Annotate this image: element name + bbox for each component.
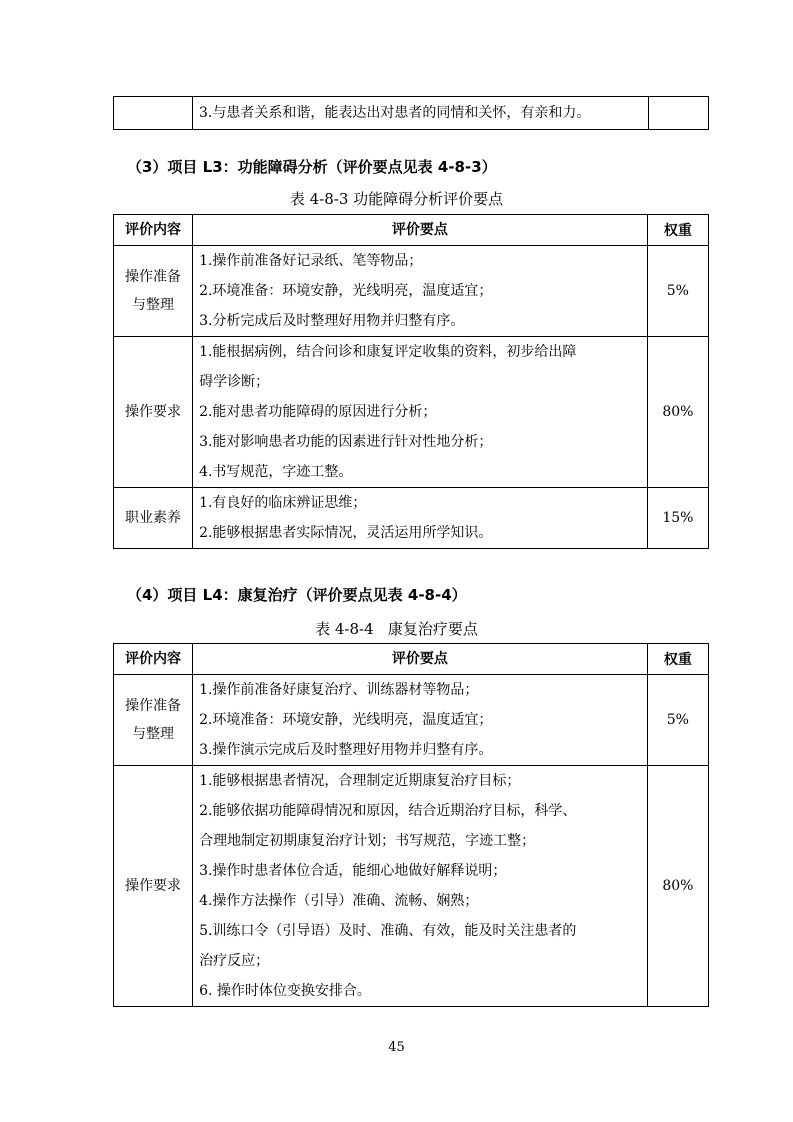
point-line: 3.分析完成后及时整理好用物并归整有序。 [199,313,465,329]
table-caption-4-8-4: 表 4-8-4 康复治疗要点 [315,620,478,638]
weight-cell: 80% [647,766,708,1007]
point-line: 3.操作时患者体位合适，能细心地做好解释说明； [199,863,507,879]
table-row [114,246,709,337]
point-line: 1.操作前准备好康复治疗、训练器材等物品； [199,682,479,698]
point-line: 治疗反应； [199,953,270,969]
weight-cell: 80% [647,337,708,488]
point-line: 2.能对患者功能障碍的原因进行分析； [199,404,437,420]
page-number: 45 [388,1040,405,1055]
points-cell [193,675,648,766]
category-line: 操作准备 [125,269,182,285]
points-cell [193,488,648,549]
table-4-8-3 [113,214,709,549]
category-line: 操作要求 [125,404,182,420]
table-row [114,97,709,130]
point-line: 5.训练口令（引导语）及时、准确、有效，能及时关注患者的 [199,923,577,939]
point-line: 4.操作方法操作（引导）准确、流畅、娴熟； [199,893,479,909]
table-row [114,766,709,1007]
weight-cell: 15% [647,488,708,549]
table-4-8-4 [113,643,709,1007]
category-cell [114,488,193,549]
table-row [114,675,709,766]
table-header-row [114,644,709,675]
weight-cell: 5% [647,246,708,337]
table-continued [113,96,709,130]
point-line: 2.环境准备：环境安静，光线明亮，温度适宜； [199,283,493,299]
header-weight: 权重 [647,644,708,675]
points-cell [193,337,648,488]
header-category: 评价内容 [114,644,193,675]
point-line: 合理地制定初期康复治疗计划；书写规范，字迹工整； [199,833,536,849]
category-cell [114,675,193,766]
category-cell [114,337,193,488]
point-line: 6. 操作时体位变换安排合。 [199,983,371,999]
section-heading-l3: （3）项目 L3：功能障碍分析（评价要点见表 4-8-3） [127,158,497,176]
point-line: 1.能根据病例，结合问诊和康复评定收集的资料，初步给出障 [199,344,577,360]
empty-cell [114,97,193,130]
point-line: 1.操作前准备好记录纸、笔等物品； [199,253,423,269]
table-row [114,488,709,549]
category-cell [114,246,193,337]
point-line: 4.书写规范，字迹工整。 [199,464,353,480]
point-line: 碍学诊断； [199,374,270,390]
point-line: 3.能对影响患者功能的因素进行针对性地分析； [199,434,493,450]
point-line: 1.能够根据患者情况，合理制定近期康复治疗目标； [199,773,521,789]
weight-cell: 5% [647,675,708,766]
table-caption-4-8-3: 表 4-8-3 功能障碍分析评价要点 [289,190,504,208]
table-row [114,337,709,488]
category-cell [114,766,193,1007]
category-line: 与整理 [132,726,175,742]
point-line: 2.能够依据功能障碍情况和原因，结合近期治疗目标，科学、 [199,803,577,819]
points-cell [193,246,648,337]
section-heading-l4: （4）项目 L4：康复治疗（评价要点见表 4-8-4） [127,586,467,604]
header-category: 评价内容 [114,215,193,246]
point-line: 2.环境准备：环境安静，光线明亮，温度适宜； [199,712,493,728]
point-line: 2.能够根据患者实际情况，灵活运用所学知识。 [199,525,493,541]
empty-cell [649,97,709,130]
header-points: 评价要点 [193,644,648,675]
category-line: 操作要求 [125,878,182,894]
points-cell [193,766,648,1007]
point-line: 1.有良好的临床辨证思维； [199,495,367,511]
point-cell [192,97,648,130]
category-line: 与整理 [132,297,175,313]
category-line: 职业素养 [125,510,182,526]
point-line: 3.与患者关系和谐，能表达出对患者的同情和关怀，有亲和力。 [198,105,591,121]
table-header-row [114,215,709,246]
header-points: 评价要点 [193,215,648,246]
header-weight: 权重 [647,215,708,246]
point-line: 3.操作演示完成后及时整理好用物并归整有序。 [199,742,493,758]
category-line: 操作准备 [125,698,182,714]
